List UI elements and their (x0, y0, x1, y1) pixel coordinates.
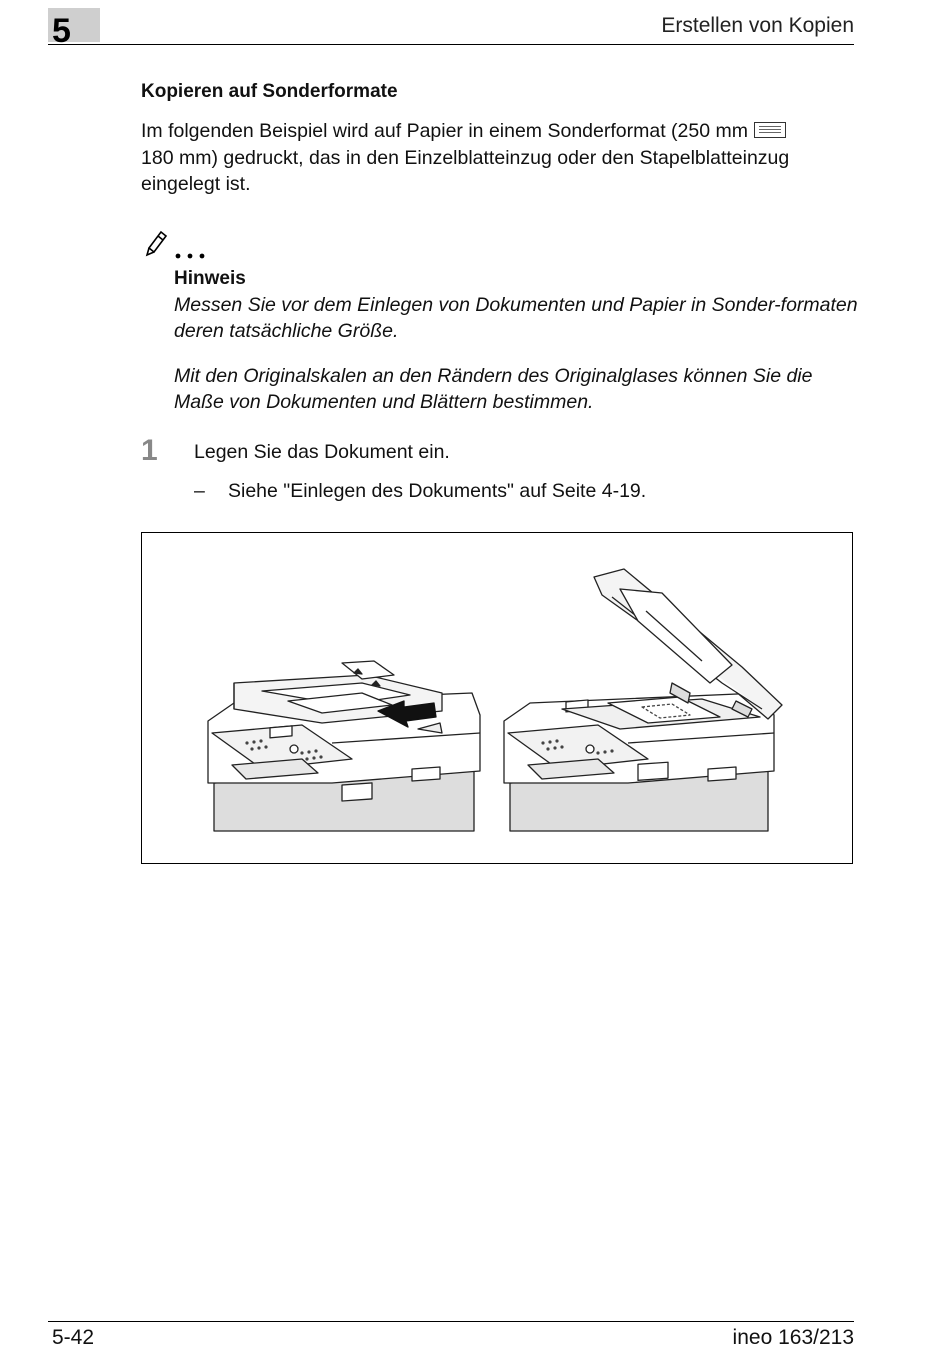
step-text: Legen Sie das Dokument ein. (194, 441, 450, 463)
sub-step-dash: – (194, 480, 205, 502)
intro-text-part1: Im folgenden Beispiel wird auf Papier in einem Sonderformat (250 mm (141, 120, 748, 142)
footer-page-number: 5-42 (52, 1326, 95, 1349)
chapter-number: 5 (52, 12, 71, 50)
section-title: Kopieren auf Sonderformate (141, 81, 398, 102)
pencil-note-icon (141, 226, 211, 262)
footer-divider (48, 1321, 854, 1322)
note-paragraph-2: Mit den Originalskalen an den Rändern des Originalglases können Sie die Maße von Dokumenten und Blättern bestimmen. (174, 365, 813, 413)
copier-illustration (142, 533, 854, 865)
note-paragraph-1: Messen Sie vor dem Einlegen von Dokumenten und Papier in Sonder-formaten deren tatsächliche Größe. (174, 294, 858, 342)
intro-text-part2: 180 mm) gedruckt, das in den Einzelblatteinzug oder den Stapelblatteinzug eingelegt ist. (141, 146, 790, 195)
paper-size-icon (754, 122, 786, 138)
header-divider (48, 44, 854, 45)
footer-model-name: ineo 163/213 (732, 1326, 854, 1349)
running-header-title: Erstellen von Kopien (661, 14, 854, 37)
step-number: 1 (141, 434, 158, 467)
intro-paragraph (141, 118, 861, 198)
sub-step-reference: Siehe "Einlegen des Dokuments" auf Seite 4-19. (228, 480, 647, 502)
copier-illustration-frame (141, 532, 853, 864)
note-label: Hinweis (174, 268, 246, 289)
